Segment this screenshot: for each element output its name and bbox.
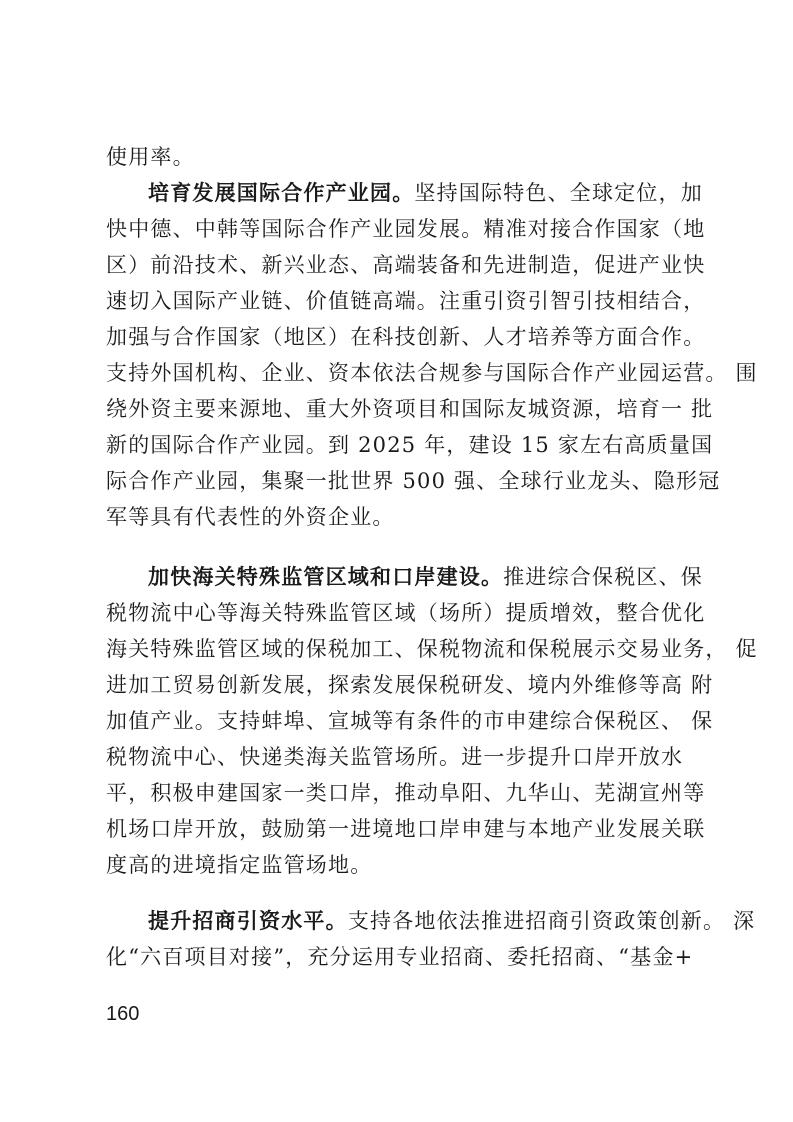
page-number: 160 bbox=[106, 1003, 140, 1025]
text-line: 使用率。 bbox=[106, 145, 195, 169]
text-line: 化“六百项目对接”，充分运用专业招商、委托招商、“基金+ bbox=[106, 945, 694, 969]
paragraph-text: 支持各地依法推进招商引资政策创新。 深 bbox=[347, 909, 756, 933]
text-line: 绕外资主要来源地、重大外资项目和国际友城资源，培育一 批 bbox=[106, 397, 714, 421]
text-line: 际合作产业园，集聚一批世界 500 强、全球行业龙头、隐形冠 bbox=[106, 469, 721, 493]
text-line: 加值产业。支持蚌埠、宣城等有条件的市申建综合保税区、 保 bbox=[106, 709, 714, 733]
paragraph-heading: 培育发展国际合作产业园。 bbox=[148, 180, 415, 205]
text-line: 税物流中心等海关特殊监管区域（场所）提质增效，整合优化 bbox=[106, 601, 706, 625]
text-line: 海关特殊监管区域的保税加工、保税物流和保税展示交易业务， 促 bbox=[106, 637, 758, 661]
text-line: 加强与合作国家（地区）在科技创新、人才培养等方面合作。 bbox=[106, 325, 706, 349]
text-line: 度高的进境指定监管场地。 bbox=[106, 853, 373, 877]
text-line: 区）前沿技术、新兴业态、高端装备和先进制造，促进产业快 bbox=[106, 253, 706, 277]
paragraph-heading: 提升招商引资水平。 bbox=[148, 908, 348, 933]
paragraph-text: 坚持国际特色、全球定位，加 bbox=[414, 181, 704, 205]
text-line: 新的国际合作产业园。到 2025 年，建设 15 家左右高质量国 bbox=[106, 433, 714, 457]
text-line: 军等具有代表性的外资企业。 bbox=[106, 505, 395, 529]
paragraph-heading: 加快海关特殊监管区域和口岸建设。 bbox=[148, 564, 504, 589]
text-line: 速切入国际产业链、价值链高端。注重引资引智引技相结合， bbox=[106, 289, 706, 313]
text-line: 机场口岸开放，鼓励第一进境地口岸申建与本地产业发展关联 bbox=[106, 817, 706, 841]
text-line: 快中德、中韩等国际合作产业园发展。精准对接合作国家（地 bbox=[106, 217, 706, 241]
paragraph-first-line bbox=[148, 906, 756, 936]
text-line: 进加工贸易创新发展，探索发展保税研发、境内外维修等高 附 bbox=[106, 673, 714, 697]
paragraph-text: 推进综合保税区、保 bbox=[503, 565, 704, 589]
text-line: 平，积极申建国家一类口岸，推动阜阳、九华山、芜湖宣州等 bbox=[106, 781, 706, 805]
text-line: 支持外国机构、企业、资本依法合规参与国际合作产业园运营。 围 bbox=[106, 361, 758, 385]
paragraph-first-line bbox=[148, 562, 748, 592]
paragraph-first-line bbox=[148, 178, 748, 208]
text-line: 税物流中心、快递类海关监管场所。进一步提升口岸开放水 bbox=[106, 745, 684, 769]
